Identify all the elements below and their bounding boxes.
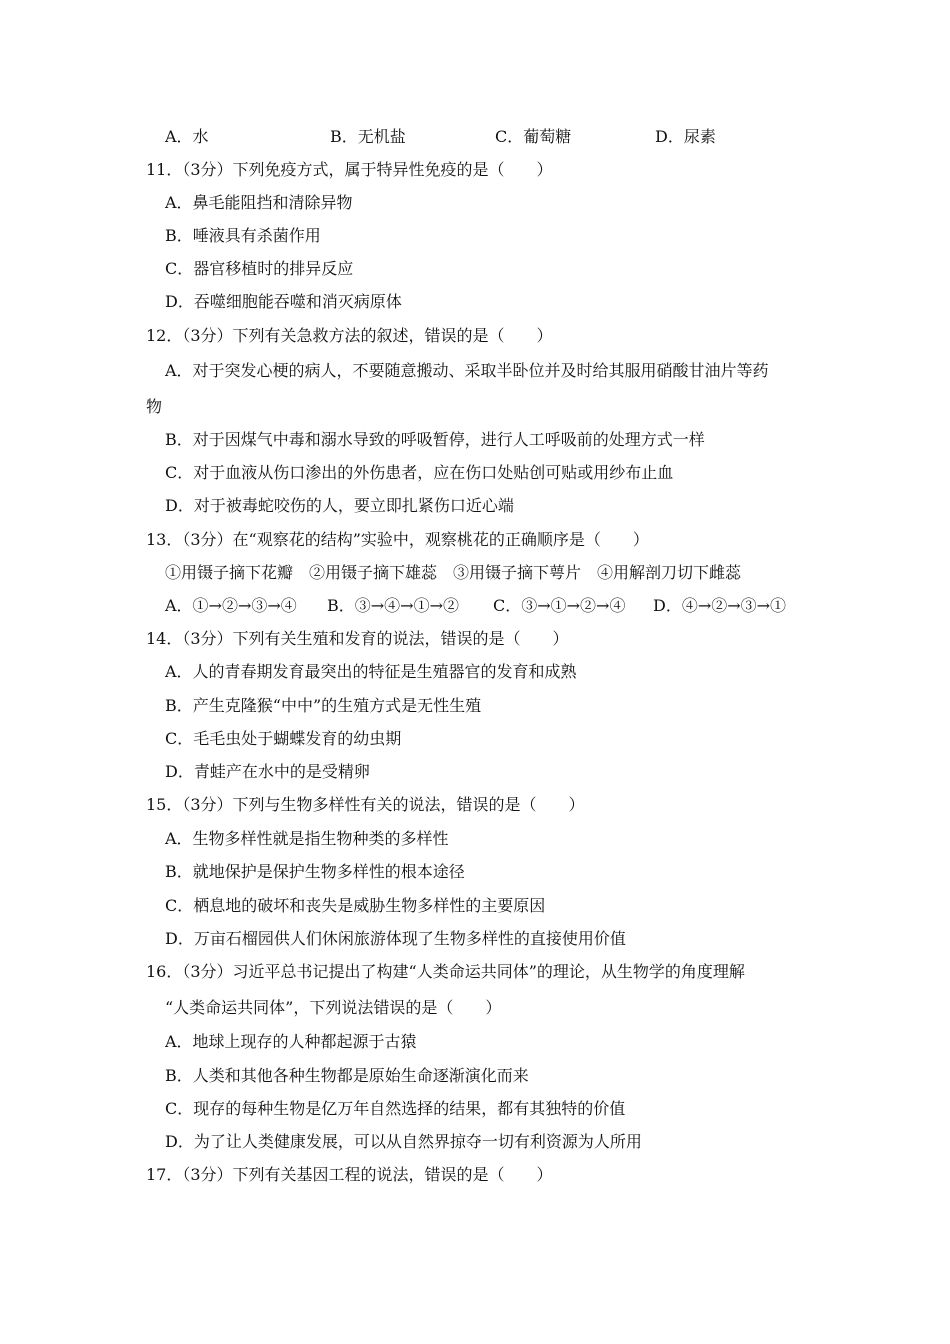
q16-stem-line1: 16．（3分）习近平总书记提出了构建“人类命运共同体”的理论，从生物学的角度理解 (146, 962, 745, 981)
q10-option-c: C．葡萄糖 (495, 127, 572, 146)
q11-option-c: C．器官移植时的排异反应 (165, 259, 354, 278)
q12-option-a-line2: 物 (146, 397, 163, 416)
q15-option-c: C．栖息地的破坏和丧失是威胁生物多样性的主要原因 (165, 896, 546, 915)
q11-option-b: B．唾液具有杀菌作用 (165, 226, 321, 245)
q10-option-b: B．无机盐 (330, 127, 406, 146)
q12-option-b: B．对于因煤气中毒和溺水导致的呼吸暂停，进行人工呼吸前的处理方式一样 (165, 430, 705, 449)
q16-option-c: C．现存的每种生物是亿万年自然选择的结果，都有其独特的价值 (165, 1099, 626, 1118)
q10-option-d: D．尿素 (655, 127, 716, 146)
q14-option-d: D．青蛙产在水中的是受精卵 (165, 762, 370, 781)
q11-option-d: D．吞噬细胞能吞噬和消灭病原体 (165, 292, 402, 311)
q11-stem: 11．（3分）下列免疫方式，属于特异性免疫的是（ ） (146, 160, 553, 179)
q16-option-a: A．地球上现存的人种都起源于古猿 (165, 1032, 417, 1051)
q14-stem: 14．（3分）下列有关生殖和发育的说法，错误的是（ ） (146, 629, 569, 648)
q11-option-a: A．鼻毛能阻挡和清除异物 (165, 193, 353, 212)
q16-stem-line2: “人类命运共同体”，下列说法错误的是（ ） (165, 998, 502, 1017)
q12-option-d: D．对于被毒蛇咬伤的人，要立即扎紧伤口近心端 (165, 496, 514, 515)
q16-option-b: B．人类和其他各种生物都是原始生命逐渐演化而来 (165, 1066, 529, 1085)
q12-option-a-line1: A．对于突发心梗的病人，不要随意搬动、采取半卧位并及时给其服用硝酸甘油片等药 (165, 361, 769, 380)
q14-option-a: A．人的青春期发育最突出的特征是生殖器官的发育和成熟 (165, 662, 577, 681)
q14-option-c: C．毛毛虫处于蝴蝶发育的幼虫期 (165, 729, 402, 748)
q15-option-a: A．生物多样性就是指生物种类的多样性 (165, 829, 449, 848)
q12-option-c: C．对于血液从伤口渗出的外伤患者，应在伤口处贴创可贴或用纱布止血 (165, 463, 674, 482)
q10-option-a: A．水 (165, 127, 209, 146)
q15-option-d: D．万亩石榴园供人们休闲旅游体现了生物多样性的直接使用价值 (165, 929, 626, 948)
q13-steps: ①用镊子摘下花瓣 ②用镊子摘下雄蕊 ③用镊子摘下萼片 ④用解剖刀切下雌蕊 (165, 563, 742, 582)
q12-stem: 12．（3分）下列有关急救方法的叙述，错误的是（ ） (146, 326, 553, 345)
q13-option-b: B．③→④→①→② (327, 596, 459, 615)
q15-stem: 15．（3分）下列与生物多样性有关的说法，错误的是（ ） (146, 795, 585, 814)
q13-option-c: C．③→①→②→④ (493, 596, 626, 615)
q13-option-a: A．①→②→③→④ (165, 596, 297, 615)
q13-option-d: D．④→②→③→① (653, 596, 787, 615)
q16-option-d: D．为了让人类健康发展，可以从自然界掠夺一切有利资源为人所用 (165, 1132, 642, 1151)
q13-stem: 13．（3分）在“观察花的结构”实验中，观察桃花的正确顺序是（ ） (146, 530, 649, 549)
q17-stem: 17．（3分）下列有关基因工程的说法，错误的是（ ） (146, 1165, 553, 1184)
q15-option-b: B．就地保护是保护生物多样性的根本途径 (165, 862, 465, 881)
q14-option-b: B．产生克隆猴“中中”的生殖方式是无性生殖 (165, 696, 482, 715)
